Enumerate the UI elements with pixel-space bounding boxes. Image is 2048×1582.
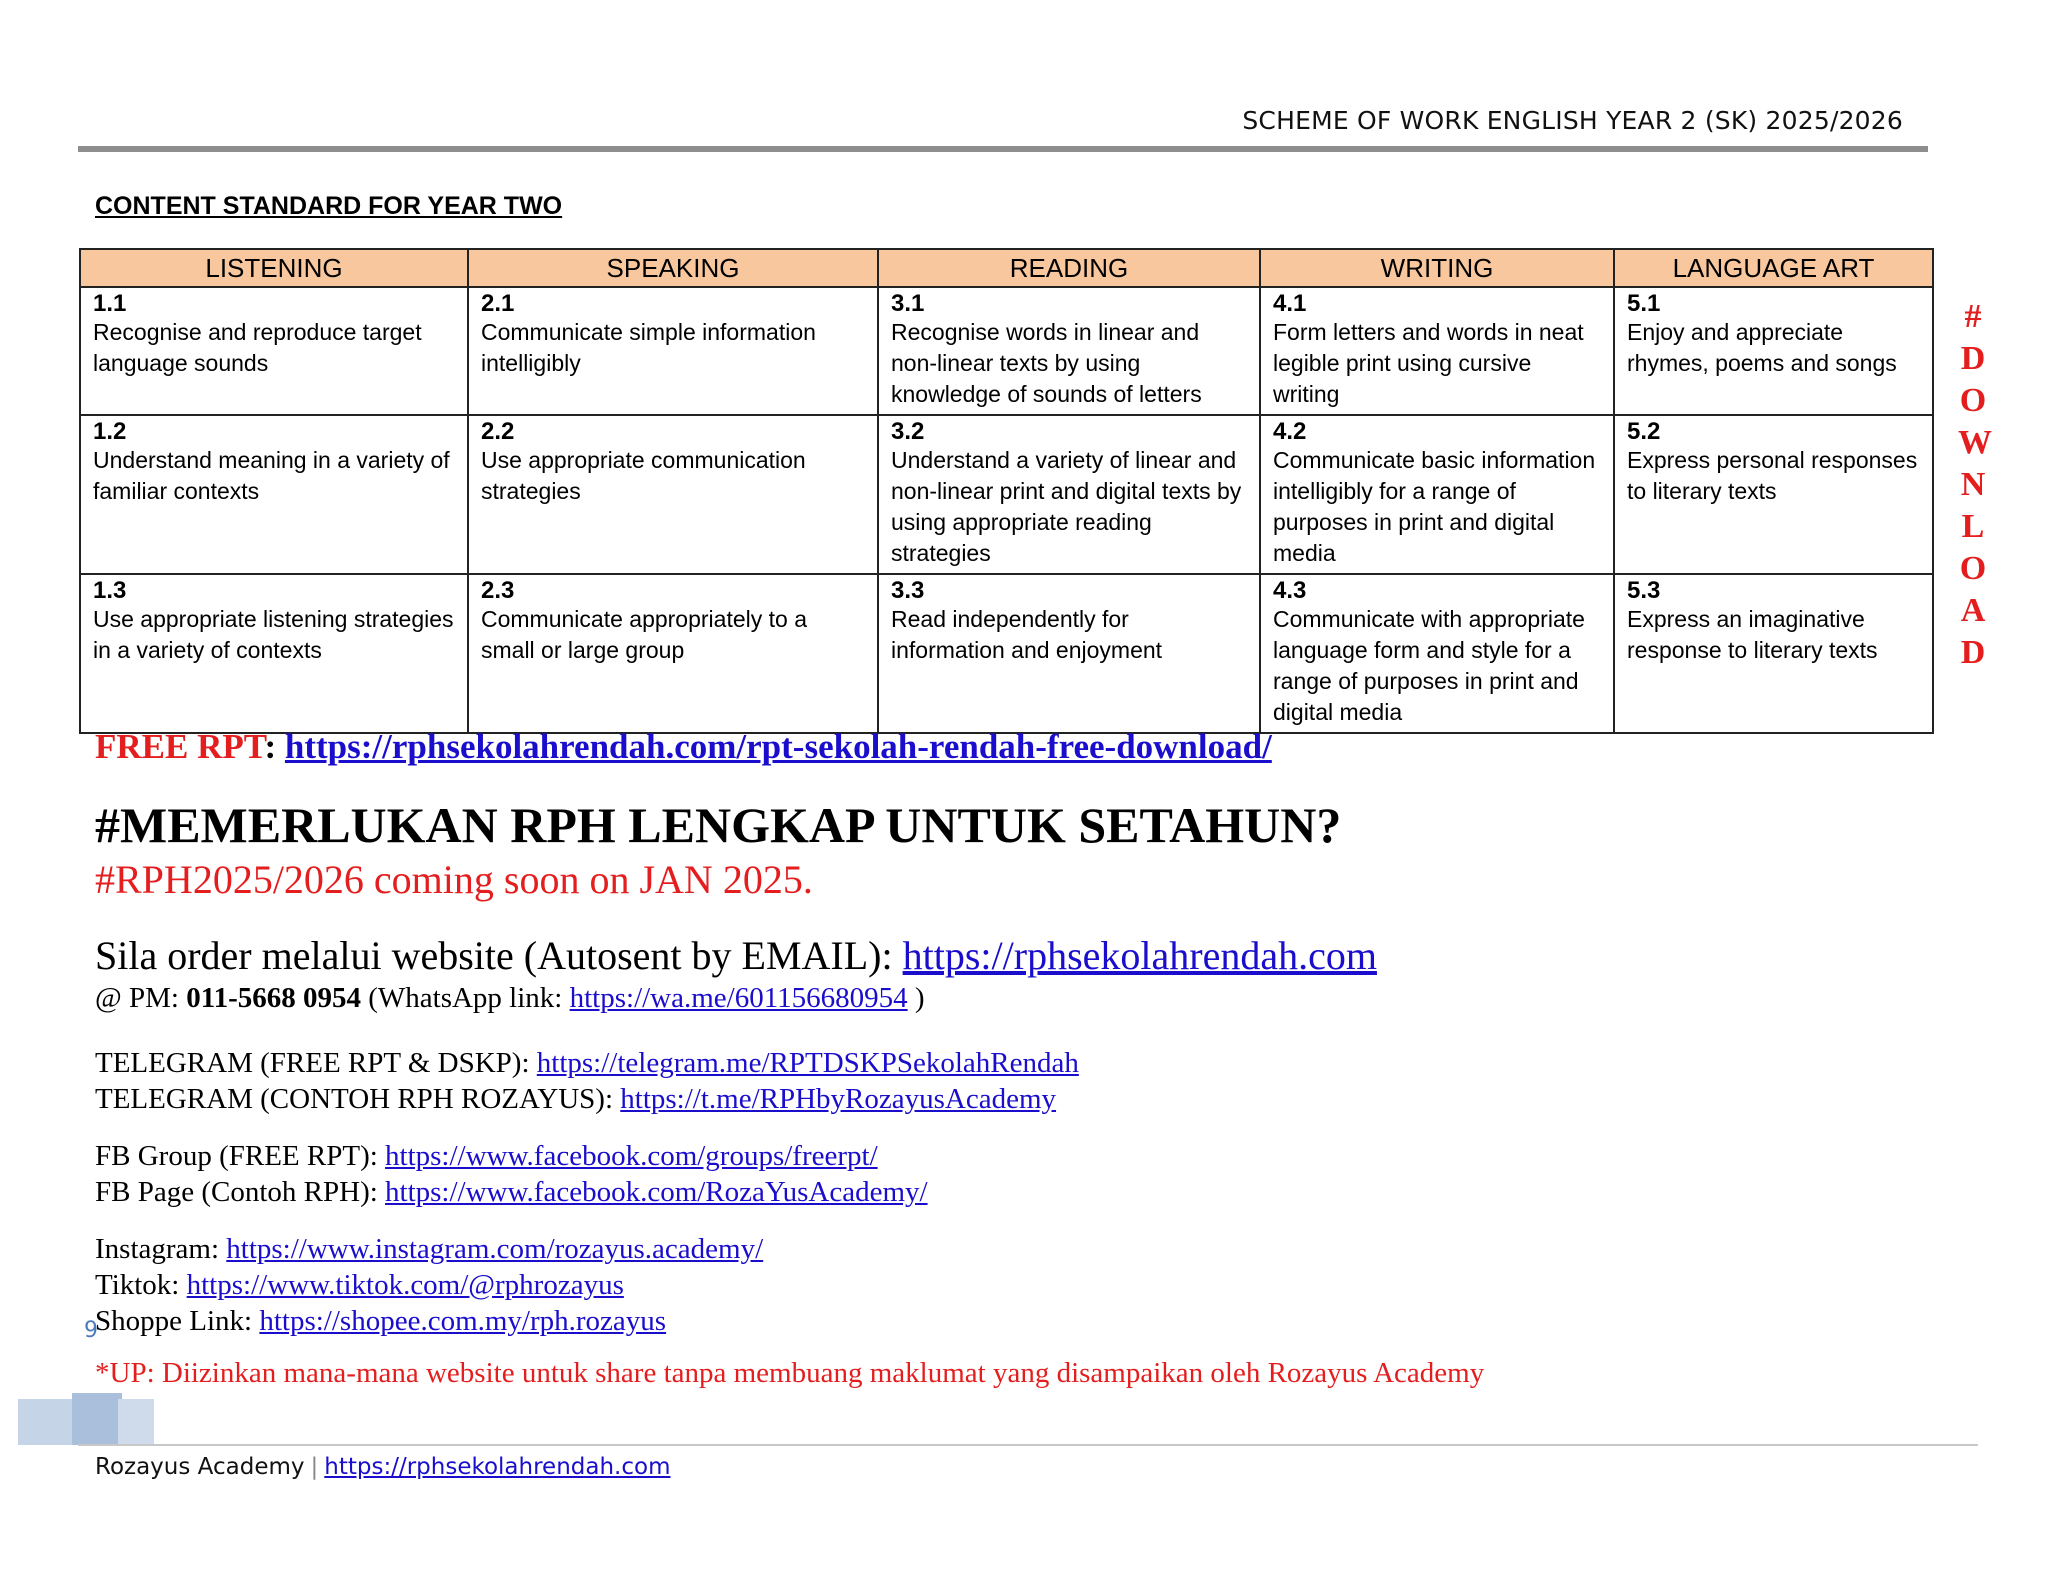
instagram-link[interactable]: https://www.instagram.com/rozayus.academy/ [226,1233,764,1265]
standard-code: 1.3 [93,577,127,604]
table-cell [1614,574,1933,733]
column-header-reading: READING [878,249,1260,287]
link-label: FB Page (Contoh RPH): [95,1176,378,1208]
list-item [95,1045,1079,1081]
standard-code: 4.1 [1273,290,1307,317]
list-item [95,1231,763,1267]
standard-code: 3.1 [891,290,925,317]
usage-permission-note: *UP: Diizinkan mana-mana website untuk share tanpa membuang maklumat yang disampaikan oleh Rozayus Academy [95,1357,1485,1389]
page-number: 9 [84,1318,98,1343]
whatsapp-link[interactable]: https://wa.me/601156680954 [569,982,908,1014]
page-footer [95,1454,671,1480]
promo-headline: #MEMERLUKAN RPH LENGKAP UNTUK SETAHUN? [95,797,1342,853]
standard-text: Recognise words in linear and non-linear texts by using knowledge of sounds of letters [891,319,1202,407]
shopee-link[interactable]: https://shopee.com.my/rph.rozayus [259,1305,667,1337]
list-item [95,1303,763,1339]
pm-suffix: ) [914,982,925,1014]
standard-text: Communicate basic information intelligibly for a range of purposes in print and digital media [1273,447,1596,566]
standard-code: 4.2 [1273,418,1307,445]
standard-text: Communicate simple information intelligibly [481,319,816,376]
table-cell [468,287,878,415]
download-letter: A [1960,592,1986,629]
telegram-rpt-link[interactable]: https://telegram.me/RPTDSKPSekolahRendah [536,1047,1079,1079]
free-rpt-line [95,727,1272,767]
running-header: SCHEME OF WORK ENGLISH YEAR 2 (SK) 2025/2026 [1242,106,1903,135]
section-title: CONTENT STANDARD FOR YEAR TWO [95,192,563,220]
facebook-links [95,1138,928,1210]
table-row [80,287,1933,415]
standard-text: Enjoy and appreciate rhymes, poems and songs [1627,319,1897,376]
standard-text: Recognise and reproduce target language sounds [93,319,422,376]
standard-text: Understand a variety of linear and non-linear print and digital texts by using appropriate reading strategies [891,447,1242,566]
standard-code: 2.1 [481,290,515,317]
footer-website-link[interactable]: https://rphsekolahrendah.com [324,1454,671,1480]
standard-code: 2.2 [481,418,515,445]
link-label: Shoppe Link: [95,1305,253,1337]
standard-text: Express personal responses to literary texts [1627,447,1918,504]
column-header-language-art: LANGUAGE ART [1614,249,1933,287]
table-cell [1260,287,1614,415]
telegram-rph-link[interactable]: https://t.me/RPHbyRozayusAcademy [620,1083,1057,1115]
table-cell [1614,287,1933,415]
table-cell [1260,415,1614,574]
standard-code: 1.2 [93,418,127,445]
standard-code: 5.1 [1627,290,1661,317]
pm-phone-number: 011-5668 0954 [186,982,361,1014]
table-cell [878,415,1260,574]
list-item [95,1138,928,1174]
link-label: TELEGRAM (CONTOH RPH ROZAYUS): [95,1083,614,1115]
table-cell [80,574,468,733]
table-cell [80,287,468,415]
table-header-row [80,249,1933,287]
fb-page-link[interactable]: https://www.facebook.com/RozaYusAcademy/ [385,1176,928,1208]
download-letter: # [1964,298,1982,335]
download-letter: D [1960,340,1986,377]
social-links [95,1231,763,1339]
order-text: Sila order melalui website (Autosent by EMAIL): [95,933,893,978]
link-label: TELEGRAM (FREE RPT & DSKP): [95,1047,530,1079]
pm-prefix: @ PM: [95,982,179,1014]
standard-text: Use appropriate listening strategies in a variety of contexts [93,606,454,663]
footer-separator: | [310,1454,319,1480]
standard-text: Understand meaning in a variety of familiar contexts [93,447,450,504]
free-rpt-label: FREE RPT [95,727,265,766]
standard-text: Communicate with appropriate language form and style for a range of purposes in print and digital media [1273,606,1585,725]
table-row [80,574,1933,733]
free-rpt-link[interactable]: https://rphsekolahrendah.com/rpt-sekolah-rendah-free-download/ [284,727,1272,766]
order-website-link[interactable]: https://rphsekolahrendah.com [902,933,1377,978]
list-item [95,1174,928,1210]
header-divider [78,146,1928,152]
download-letter: O [1959,550,1987,587]
whatsapp-prefix: (WhatsApp link: [368,982,563,1014]
standard-text: Express an imaginative response to literary texts [1627,606,1878,663]
table-cell [878,574,1260,733]
link-label: Tiktok: [95,1269,180,1301]
standard-code: 5.2 [1627,418,1661,445]
table-cell [468,415,878,574]
table-cell [1614,415,1933,574]
standard-code: 5.3 [1627,577,1661,604]
download-letter: N [1960,466,1986,503]
standard-text: Read independently for information and enjoyment [891,606,1163,663]
download-letter: L [1961,508,1985,545]
column-header-writing: WRITING [1260,249,1614,287]
table-cell [1260,574,1614,733]
coming-soon-text: #RPH2025/2026 coming soon on JAN 2025. [95,857,813,902]
tiktok-link[interactable]: https://www.tiktok.com/@rphrozayus [186,1269,624,1301]
standard-code: 2.3 [481,577,515,604]
footer-divider [78,1444,1978,1446]
download-letter: D [1960,634,1986,671]
link-label: Instagram: [95,1233,220,1265]
standard-code: 3.3 [891,577,925,604]
table-cell [878,287,1260,415]
standard-text: Form letters and words in neat legible print using cursive writing [1273,319,1584,407]
table-row [80,415,1933,574]
standard-code: 4.3 [1273,577,1307,604]
pm-line [95,982,925,1015]
order-line [95,932,1377,979]
download-vertical-label[interactable] [1958,296,1992,674]
standard-code: 1.1 [93,290,127,317]
footer-logo-icon [18,1393,154,1445]
free-rpt-colon: : [264,727,277,766]
content-standard-table [79,248,1934,734]
list-item [95,1267,763,1303]
fb-group-link[interactable]: https://www.facebook.com/groups/freerpt/ [385,1140,878,1172]
table-cell [80,415,468,574]
column-header-speaking: SPEAKING [468,249,878,287]
column-header-listening: LISTENING [80,249,468,287]
download-letter: O [1959,382,1987,419]
standard-text: Communicate appropriately to a small or large group [481,606,807,663]
download-letter: W [1958,424,1992,461]
standard-text: Use appropriate communication strategies [481,447,806,504]
telegram-links [95,1045,1079,1117]
table-cell [468,574,878,733]
standard-code: 3.2 [891,418,925,445]
list-item [95,1081,1079,1117]
link-label: FB Group (FREE RPT): [95,1140,378,1172]
footer-name: Rozayus Academy [95,1454,305,1480]
